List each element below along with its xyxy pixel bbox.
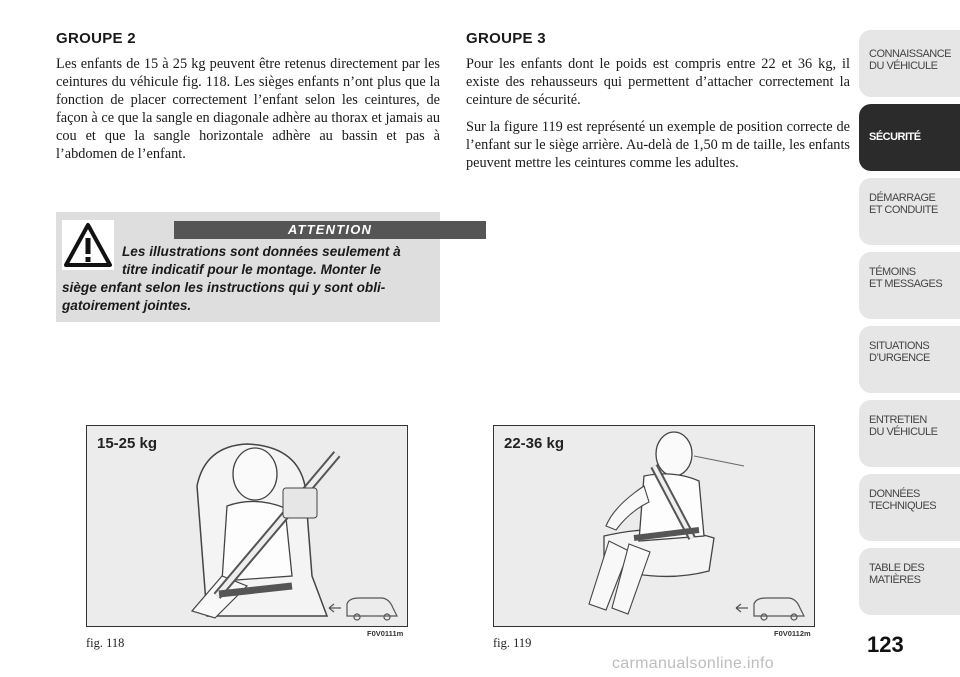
tab-donnees-techniques[interactable]: [859, 474, 960, 541]
tab-label: TECHNIQUES: [869, 500, 937, 512]
tab-label: CONNAISSANCE: [869, 48, 952, 60]
warning-line: siège enfant selon les instructions qui y sont obli-: [62, 280, 386, 295]
section-heading-groupe-3: GROUPE 3: [466, 30, 546, 47]
warning-text: [62, 243, 488, 315]
figure-caption: fig. 118: [86, 636, 125, 650]
tab-temoins-et-messages[interactable]: [859, 252, 960, 319]
tab-label: DONNÉES: [869, 488, 920, 500]
tab-entretien-du-vehicule[interactable]: [859, 400, 960, 467]
tab-label: ENTRETIEN: [869, 414, 927, 426]
section-heading-groupe-2: GROUPE 2: [56, 30, 136, 47]
warning-line: titre indicatif pour le montage. Monter le: [122, 262, 382, 277]
warning-line: Les illustrations sont données seulement à: [122, 244, 401, 259]
figure-weight-label: 22-36 kg: [504, 435, 565, 452]
figure-caption: fig. 119: [493, 636, 532, 650]
figure-weight-label: 15-25 kg: [97, 435, 158, 452]
tab-label: TABLE DES: [869, 562, 925, 574]
tab-label: DÉMARRAGE: [869, 192, 936, 204]
warning-title: ATTENTION: [174, 221, 486, 239]
child-seat-illustration: [87, 426, 407, 626]
tab-securite[interactable]: [859, 104, 960, 171]
tab-label: D’URGENCE: [869, 352, 930, 364]
tab-label: ET MESSAGES: [869, 278, 943, 290]
tab-label: MATIÈRES: [869, 574, 921, 586]
tab-table-des-matieres[interactable]: [859, 548, 960, 615]
page-number: 123: [867, 632, 904, 657]
tab-label: TÉMOINS: [869, 266, 916, 278]
watermark: carmanualsonline.info: [612, 655, 774, 672]
tab-label: SITUATIONS: [869, 340, 930, 352]
section-paragraph: Pour les enfants dont le poids est compris entre 22 et 36 kg, il existe des rehausseurs qui permettent d’attacher correctement la ceinture de sécurité.: [466, 56, 850, 108]
tab-label: SÉCURITÉ: [869, 131, 921, 143]
tab-label: ET CONDUITE: [869, 204, 938, 216]
section-paragraph: Sur la figure 119 est représenté un exemple de position correcte de l’enfant sur le siège arrière. Au-delà de 1,50 m de taille, les enfants peuvent mettre les ceintures comme les adultes.: [466, 119, 850, 171]
figure-118-illustration: [86, 425, 408, 627]
figure-code: F0V0111m: [367, 629, 404, 638]
tab-demarrage-et-conduite[interactable]: [859, 178, 960, 245]
figure-119-illustration: [493, 425, 815, 627]
warning-box: [56, 212, 440, 322]
tab-connaissance-du-vehicule[interactable]: [859, 30, 960, 97]
tab-situations-durgence[interactable]: [859, 326, 960, 393]
left-column: [56, 30, 440, 172]
tab-label: DU VÉHICULE: [869, 60, 938, 72]
booster-seat-illustration: [494, 426, 814, 626]
figure-code: F0V0112m: [774, 629, 811, 638]
right-column: [466, 30, 850, 181]
warning-line: gatoirement jointes.: [62, 298, 192, 313]
section-paragraph: Les enfants de 15 à 25 kg peuvent être retenus directement par les ceintures du véhicule fig. 118. Les sièges enfants n’ont plus que la fonction de placer correctement l’enfant selon les ceintures, de façon à ce que la sangle en diagonale adhère au thorax et jamais au cou et que la sangle horizontale adhère au bassin et pas à l’abdomen de l’enfant.: [56, 56, 440, 162]
tab-label: DU VÉHICULE: [869, 426, 938, 438]
chapter-tabs: [859, 30, 960, 622]
